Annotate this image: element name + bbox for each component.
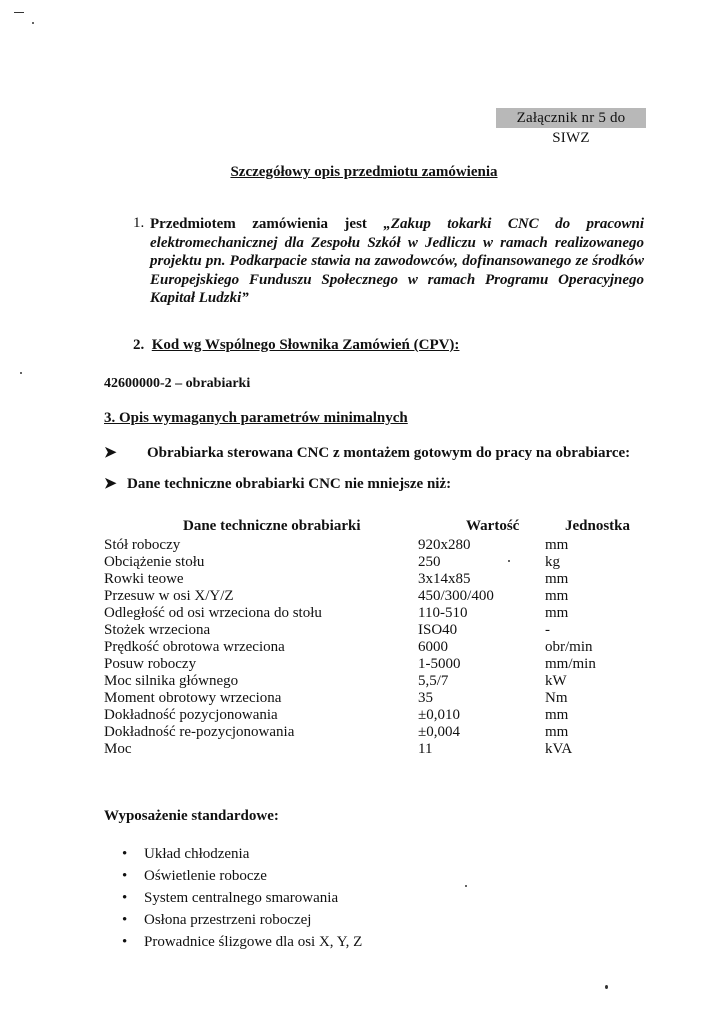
param-unit: obr/min	[545, 639, 593, 655]
param-value: 35	[418, 690, 433, 706]
param-name: Dokładność re-pozycjonowania	[104, 724, 295, 740]
arrow-bullet-icon: ➤	[104, 476, 117, 492]
table-row	[0, 622, 728, 639]
param-value: 1-5000	[418, 656, 461, 672]
param-name: Moment obrotowy wrzeciona	[104, 690, 282, 706]
param-value: 11	[418, 741, 433, 757]
table-row	[0, 639, 728, 656]
section-2-number: 2.	[133, 337, 145, 353]
table-header-parameter: Dane techniczne obrabiarki	[183, 518, 361, 534]
param-unit: Nm	[545, 690, 568, 706]
table-row	[0, 537, 728, 554]
param-value: 6000	[418, 639, 448, 655]
param-unit: kW	[545, 673, 567, 689]
param-name: Posuw roboczy	[104, 656, 197, 672]
page-title: Szczegółowy opis przedmiotu zamówienia	[230, 164, 498, 180]
standard-equipment-list	[122, 843, 362, 953]
table-row	[0, 605, 728, 622]
table-row	[0, 690, 728, 707]
param-unit: -	[545, 622, 550, 638]
param-unit: mm	[545, 605, 569, 621]
scan-speck	[605, 985, 608, 989]
param-unit: mm	[545, 707, 569, 723]
param-unit: mm	[545, 537, 569, 553]
param-unit: mm	[545, 588, 569, 604]
param-name: Prędkość obrotowa wrzeciona	[104, 639, 285, 655]
param-value: 3x14x85	[418, 571, 471, 587]
table-row	[0, 673, 728, 690]
param-unit: kVA	[545, 741, 573, 757]
section-1-number: 1.	[133, 215, 145, 231]
param-unit: mm	[545, 724, 569, 740]
section-1-lead: Przedmiotem zamówienia jest	[150, 216, 384, 232]
table-row	[0, 571, 728, 588]
param-name: Obciążenie stołu	[104, 554, 205, 570]
list-item: • Oświetlenie robocze	[122, 865, 362, 887]
param-name: Moc	[104, 741, 132, 757]
param-name: Przesuw w osi X/Y/Z	[104, 588, 234, 604]
table-row	[0, 741, 728, 758]
section-3-arrow-2: Dane techniczne obrabiarki CNC nie mniejsze niż:	[127, 476, 452, 492]
list-item: • System centralnego smarowania	[122, 887, 362, 909]
section-3-arrow-1: Obrabiarka sterowana CNC z montażem gotowym do pracy na obrabiarce:	[147, 445, 631, 461]
param-name: Stół roboczy	[104, 537, 181, 553]
section-2-label: Kod wg Wspólnego Słownika Zamówień (CPV):	[151, 337, 460, 353]
scan-speck	[20, 372, 22, 374]
param-value: 920x280	[418, 537, 471, 553]
table-row	[0, 554, 728, 571]
scan-speck	[465, 885, 467, 887]
param-unit: kg	[545, 554, 560, 570]
arrow-bullet-icon: ➤	[104, 445, 117, 461]
standard-equipment-heading: Wyposażenie standardowe:	[104, 808, 279, 824]
param-name: Dokładność pozycjonowania	[104, 707, 278, 723]
table-row	[0, 588, 728, 605]
param-value: ISO40	[418, 622, 458, 638]
section-1-text	[150, 215, 644, 308]
table-header-unit: Jednostka	[565, 518, 631, 534]
attachment-label: Załącznik nr 5 do SIWZ	[496, 108, 646, 128]
param-unit: mm/min	[545, 656, 596, 672]
table-header-value: Wartość	[466, 518, 520, 534]
param-name: Stożek wrzeciona	[104, 622, 211, 638]
param-name: Rowki teowe	[104, 571, 184, 587]
param-name: Moc silnika głównego	[104, 673, 239, 689]
list-item: • Prowadnice ślizgowe dla osi X, Y, Z	[122, 931, 362, 953]
param-value: ±0,010	[418, 707, 460, 723]
scan-speck	[508, 560, 510, 562]
section-1-italic: „Zakup tokarki CNC do pracowni elektromechanicznej dla Zespołu Szkół w Jedliczu w ramach realizowanego projektu pn. Podkarpacie stawia na zawodowców, dofinansowanego ze środków Europejskiego Funduszu Społecznego w ramach Programu Operacyjnego Kapitał Ludzki”	[150, 216, 644, 306]
param-value: 250	[418, 554, 441, 570]
scan-speck	[32, 22, 34, 24]
param-value: ±0,004	[418, 724, 460, 740]
scan-speck	[14, 12, 24, 13]
param-unit: mm	[545, 571, 569, 587]
section-3-label: 3. Opis wymaganych parametrów minimalnych	[104, 410, 408, 426]
list-item: • Układ chłodzenia	[122, 843, 362, 865]
param-value: 5,5/7	[418, 673, 449, 689]
section-2	[133, 337, 459, 354]
table-row	[0, 707, 728, 724]
list-item: • Osłona przestrzeni roboczej	[122, 909, 362, 931]
table-row	[0, 724, 728, 741]
cpv-code: 42600000-2 – obrabiarki	[104, 376, 251, 391]
param-value: 450/300/400	[418, 588, 494, 604]
param-name: Odległość od osi wrzeciona do stołu	[104, 605, 322, 621]
param-value: 110-510	[418, 605, 468, 621]
table-row	[0, 656, 728, 673]
